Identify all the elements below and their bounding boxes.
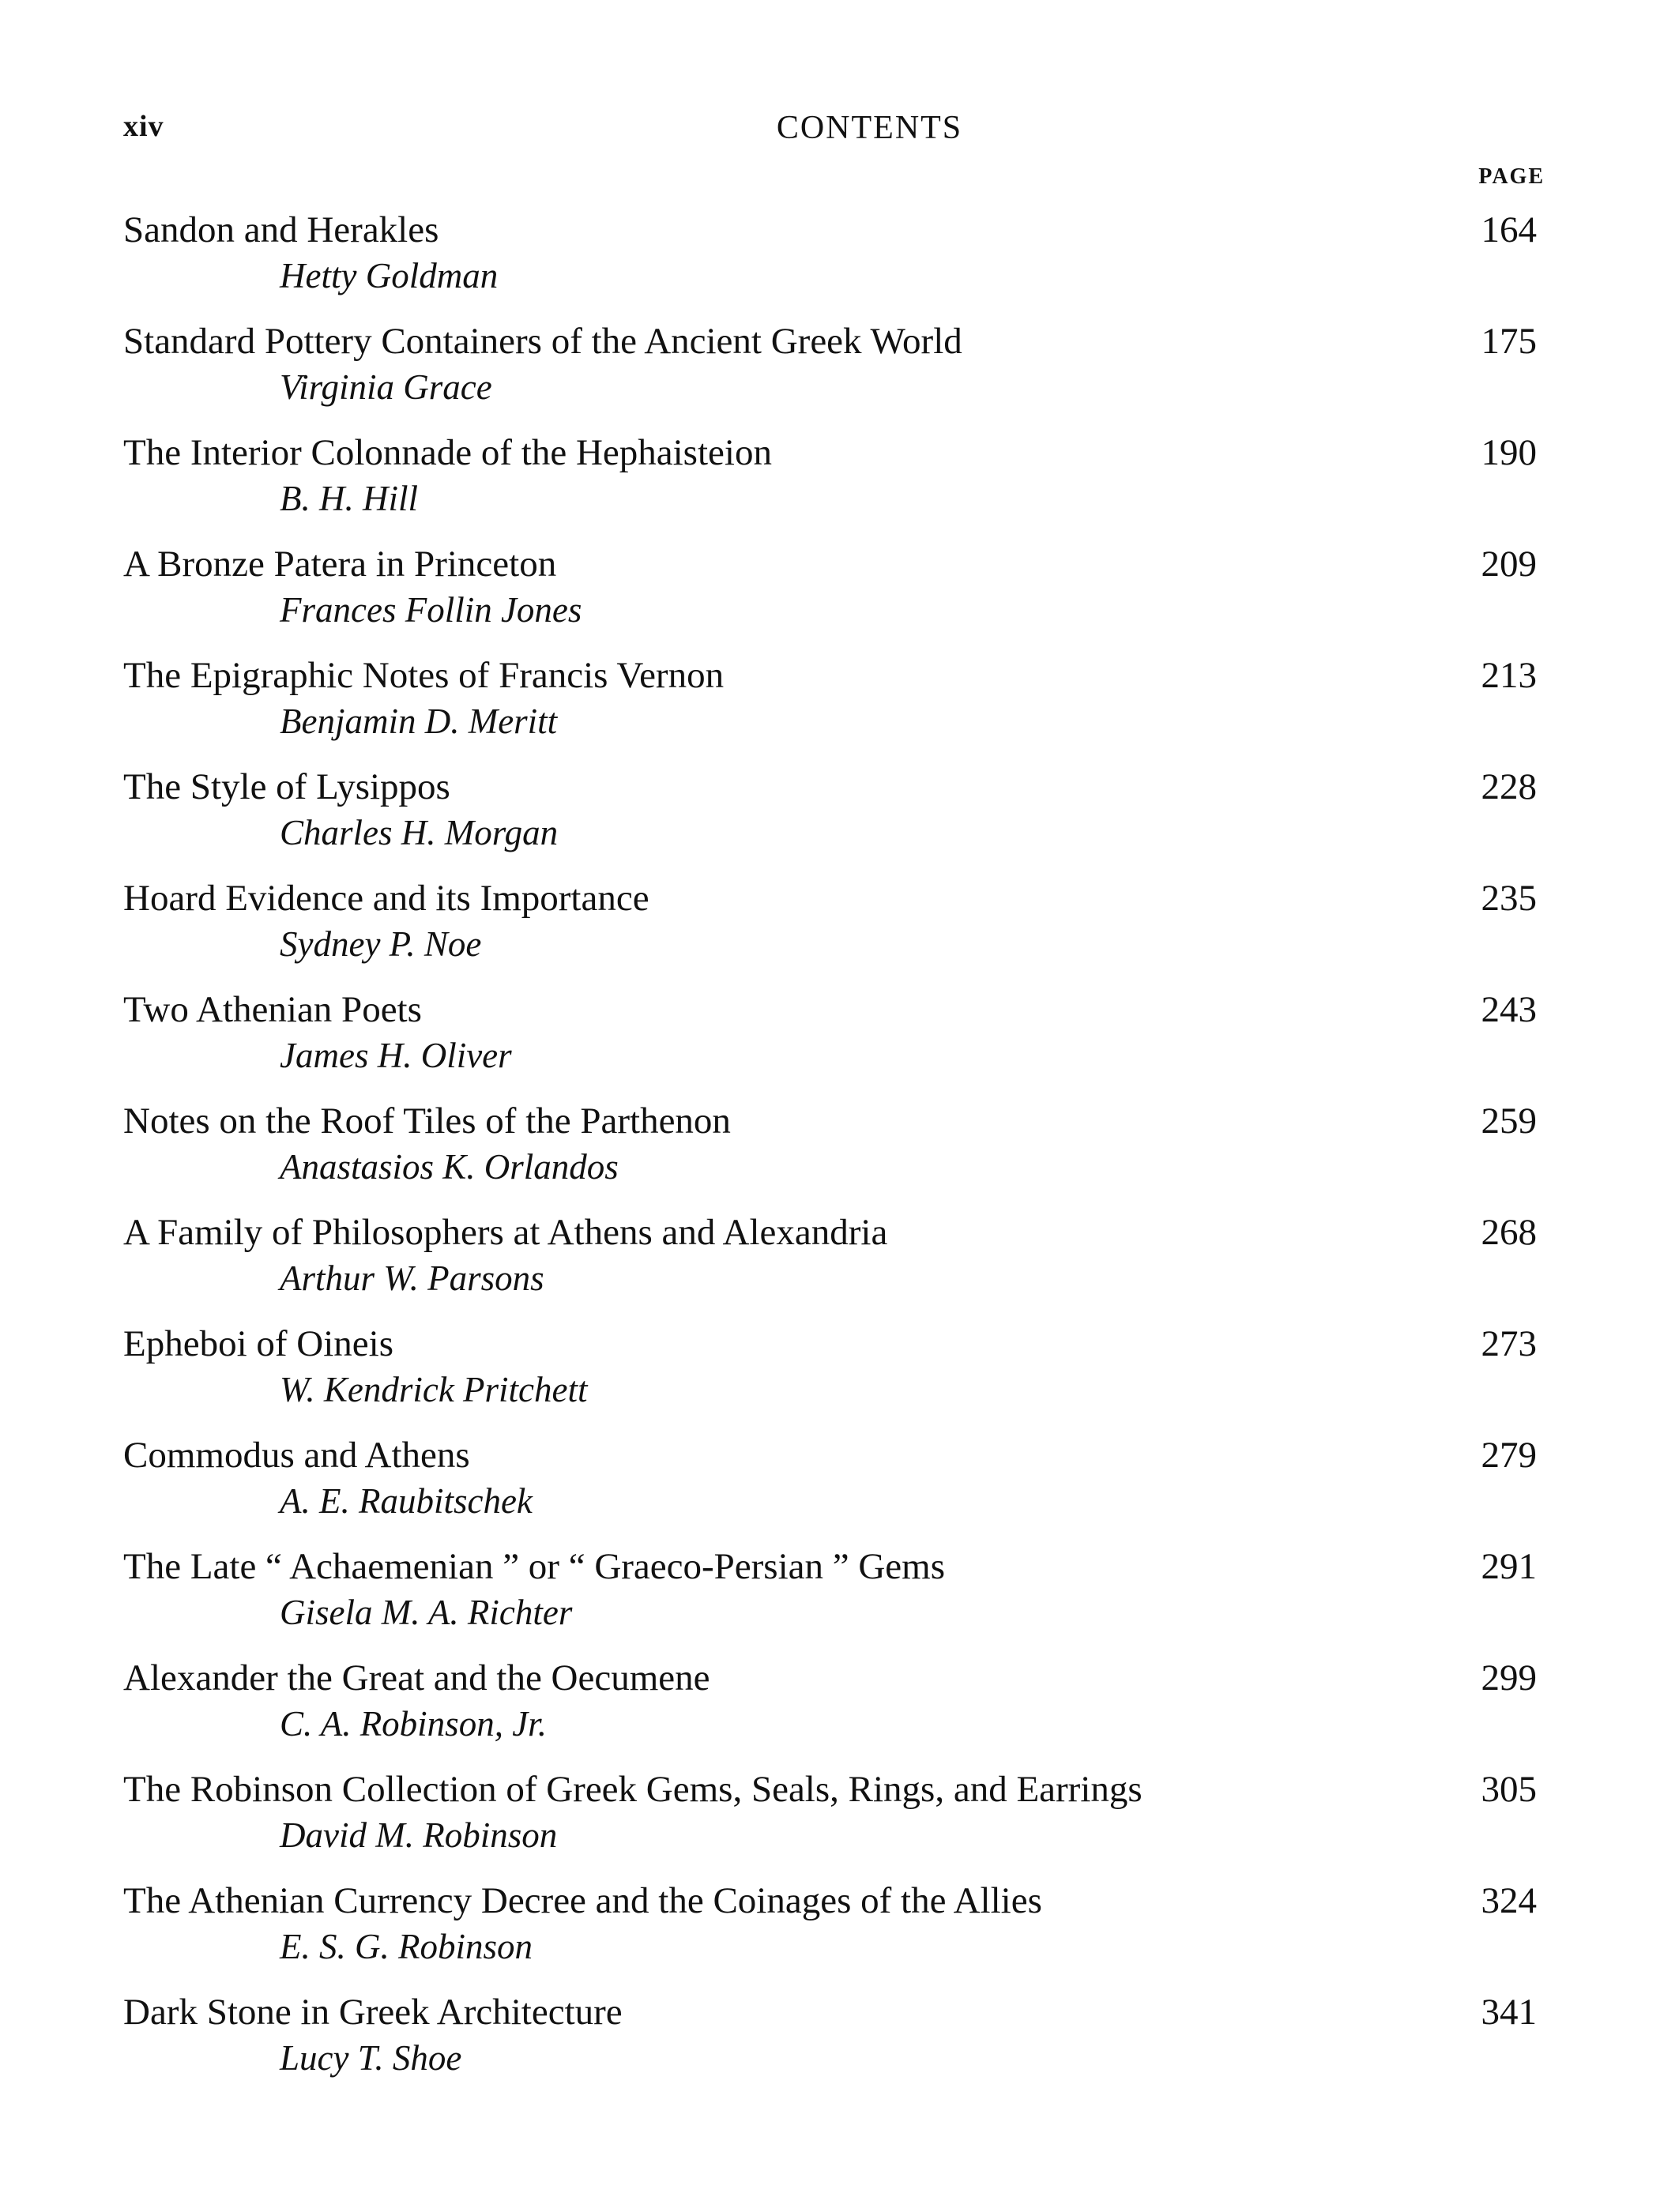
entry-page-number: 228 bbox=[1481, 766, 1537, 807]
entry-author: A. E. Raubitschek bbox=[280, 1481, 533, 1521]
entry-page-number: 243 bbox=[1481, 989, 1537, 1030]
entry-title: Notes on the Roof Tiles of the Parthenon bbox=[123, 1100, 731, 1142]
entry-title: Alexander the Great and the Oecumene bbox=[123, 1657, 710, 1698]
entry-title: Commodus and Athens bbox=[123, 1435, 470, 1476]
entry-author: E. S. G. Robinson bbox=[280, 1927, 533, 1966]
entry-author: David M. Robinson bbox=[280, 1815, 558, 1855]
entry-page-number: 279 bbox=[1481, 1435, 1537, 1476]
toc-entry bbox=[123, 1432, 1537, 1544]
entry-author: Gisela M. A. Richter bbox=[280, 1593, 573, 1632]
toc-entry bbox=[123, 875, 1537, 987]
toc-entry bbox=[123, 1209, 1537, 1321]
entry-page-number: 291 bbox=[1481, 1546, 1537, 1587]
entry-page-number: 164 bbox=[1481, 209, 1537, 250]
toc-entry bbox=[123, 1544, 1537, 1655]
toc-entry bbox=[123, 1878, 1537, 1989]
entry-page-number: 175 bbox=[1481, 321, 1537, 362]
entry-author: Sydney P. Noe bbox=[280, 924, 482, 964]
entry-page-number: 299 bbox=[1481, 1657, 1537, 1698]
entry-author: Charles H. Morgan bbox=[280, 813, 559, 852]
entry-title: Standard Pottery Containers of the Ancient Greek World bbox=[123, 321, 962, 362]
entry-page-number: 235 bbox=[1481, 878, 1537, 919]
entry-page-number: 341 bbox=[1481, 1992, 1537, 2033]
entry-page-number: 268 bbox=[1481, 1212, 1537, 1253]
entry-page-number: 209 bbox=[1481, 544, 1537, 585]
entry-page-number: 324 bbox=[1481, 1880, 1537, 1921]
page-column-label: PAGE bbox=[1478, 164, 1545, 189]
toc-entry bbox=[123, 430, 1537, 541]
entry-title: A Family of Philosophers at Athens and Alexandria bbox=[123, 1212, 888, 1253]
entry-author: W. Kendrick Pritchett bbox=[280, 1370, 588, 1409]
page-header bbox=[123, 109, 1553, 156]
toc-entry bbox=[123, 1766, 1537, 1878]
toc-entry bbox=[123, 1989, 1537, 2101]
entry-page-number: 305 bbox=[1481, 1769, 1537, 1810]
toc-entry bbox=[123, 987, 1537, 1098]
entry-title: Two Athenian Poets bbox=[123, 989, 422, 1030]
entry-author: Benjamin D. Meritt bbox=[280, 702, 558, 741]
entry-title: The Robinson Collection of Greek Gems, Seals, Rings, and Earrings bbox=[123, 1769, 1143, 1810]
entry-page-number: 273 bbox=[1481, 1323, 1537, 1364]
entry-page-number: 259 bbox=[1481, 1100, 1537, 1142]
entry-author: Arthur W. Parsons bbox=[280, 1258, 544, 1298]
toc-entry bbox=[123, 541, 1537, 653]
entry-author: B. H. Hill bbox=[280, 479, 418, 518]
entry-title: Hoard Evidence and its Importance bbox=[123, 878, 649, 919]
toc-entry bbox=[123, 318, 1537, 430]
running-title: CONTENTS bbox=[776, 110, 963, 146]
toc-entry bbox=[123, 653, 1537, 764]
entry-title: The Epigraphic Notes of Francis Vernon bbox=[123, 655, 725, 696]
entry-title: Dark Stone in Greek Architecture bbox=[123, 1992, 623, 2033]
entry-title: A Bronze Patera in Princeton bbox=[123, 544, 557, 585]
entry-page-number: 213 bbox=[1481, 655, 1537, 696]
toc-entry bbox=[123, 1098, 1537, 1209]
entry-author: C. A. Robinson, Jr. bbox=[280, 1704, 547, 1744]
entry-title: Epheboi of Oineis bbox=[123, 1323, 393, 1364]
toc-entry bbox=[123, 764, 1537, 875]
entry-title: The Athenian Currency Decree and the Coinages of the Allies bbox=[123, 1880, 1042, 1921]
toc-entry bbox=[123, 1655, 1537, 1766]
entry-title: Sandon and Herakles bbox=[123, 209, 439, 250]
toc-entry bbox=[123, 207, 1537, 318]
entry-title: The Interior Colonnade of the Hephaisteion bbox=[123, 432, 772, 473]
entry-author: James H. Oliver bbox=[280, 1036, 512, 1075]
entry-title: The Style of Lysippos bbox=[123, 766, 450, 807]
entry-author: Hetty Goldman bbox=[280, 256, 499, 295]
entry-title: The Late “ Achaemenian ” or “ Graeco-Persian ” Gems bbox=[123, 1546, 946, 1587]
entry-author: Anastasios K. Orlandos bbox=[280, 1147, 619, 1187]
page-folio: xiv bbox=[123, 110, 164, 143]
toc-entry bbox=[123, 1321, 1537, 1432]
entry-page-number: 190 bbox=[1481, 432, 1537, 473]
entry-author: Lucy T. Shoe bbox=[280, 2038, 462, 2078]
entry-author: Frances Follin Jones bbox=[280, 590, 582, 630]
table-of-contents bbox=[123, 207, 1537, 2101]
entry-author: Virginia Grace bbox=[280, 367, 492, 407]
